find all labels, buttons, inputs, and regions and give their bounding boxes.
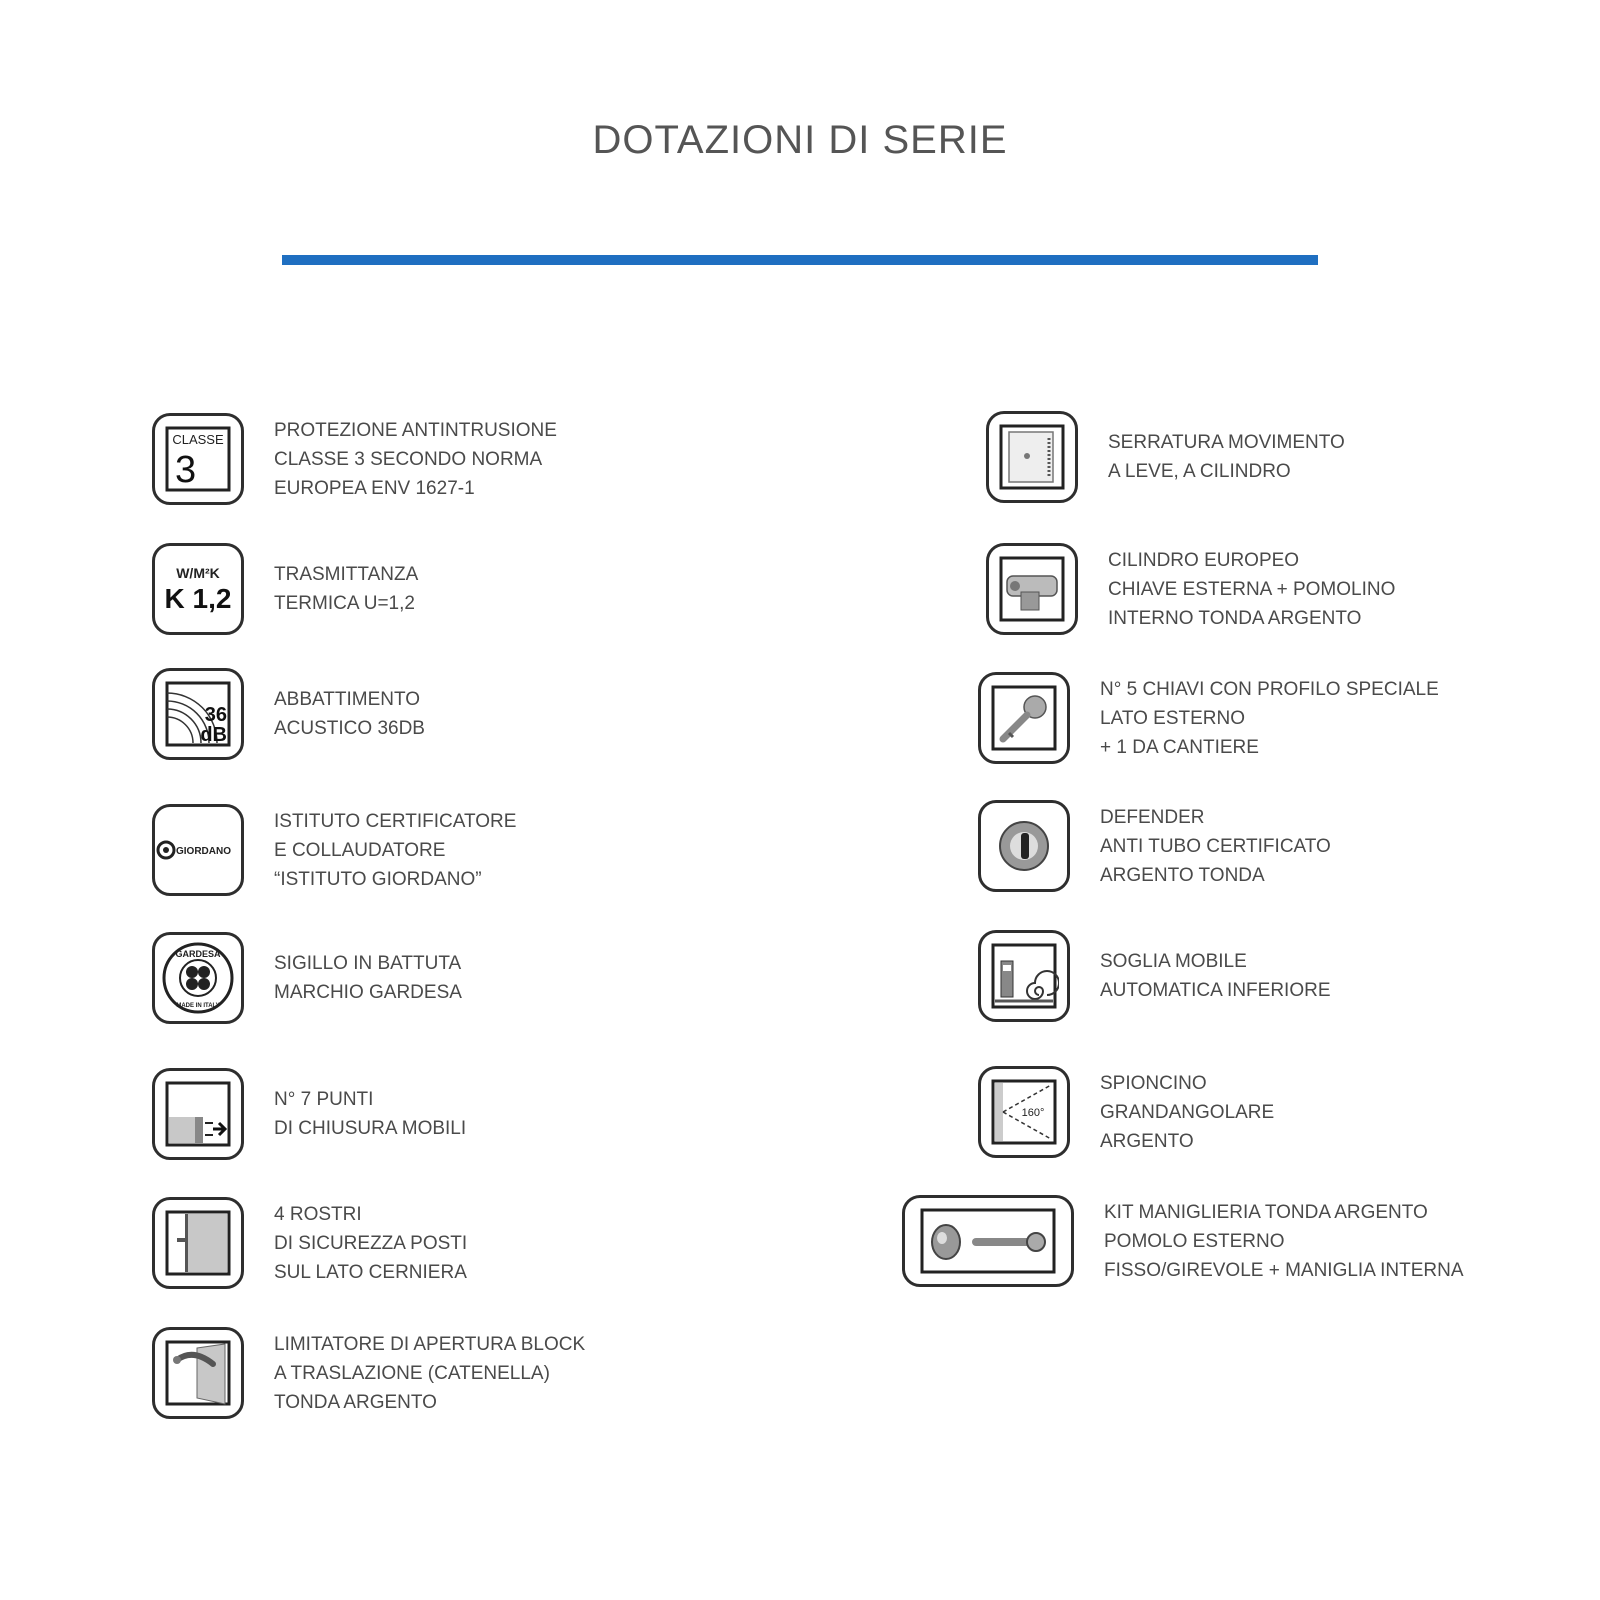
classe-label: CLASSE <box>172 432 224 447</box>
desc-line: “ISTITUTO GIORDANO” <box>274 868 482 890</box>
title-divider <box>282 255 1318 265</box>
desc-line: A TRASLAZIONE (CATENELLA) <box>274 1362 550 1384</box>
desc-line: SUL LATO CERNIERA <box>274 1261 467 1283</box>
desc-line: DI CHIUSURA MOBILI <box>274 1118 467 1139</box>
feature-description <box>274 1085 466 1143</box>
defender-icon <box>978 800 1070 892</box>
feature-gardesa <box>152 932 462 1024</box>
desc-line: DEFENDER <box>1100 806 1205 828</box>
feature-description <box>274 949 462 1007</box>
desc-line: INTERNO TONDA ARGENTO <box>1108 607 1362 629</box>
peephole-icon <box>978 1066 1070 1158</box>
european-cylinder-icon <box>986 543 1078 635</box>
feature-thermal <box>152 543 418 635</box>
feature-description <box>274 1200 467 1287</box>
desc-line: TERMICA U=1,2 <box>274 593 415 614</box>
desc-line: N° 5 CHIAVI CON PROFILO SPECIALE <box>1100 678 1439 700</box>
feature-description <box>1108 546 1395 633</box>
giordano-logo-icon <box>152 804 244 896</box>
desc-line: CHIAVE ESTERNA + POMOLINO <box>1108 578 1396 600</box>
desc-line: TONDA ARGENTO <box>274 1391 437 1413</box>
feature-defender <box>978 800 1331 892</box>
feature-classe-3 <box>152 413 557 505</box>
classe-3-icon <box>152 413 244 505</box>
classe-number: 3 <box>175 449 197 491</box>
handle-kit-icon <box>902 1195 1074 1287</box>
desc-line: ABBATTIMENTO <box>274 689 421 710</box>
desc-line: ARGENTO <box>1100 1130 1194 1152</box>
feature-door-limiter <box>152 1327 585 1419</box>
feature-description <box>274 685 425 743</box>
desc-line: KIT MANIGLIERIA TONDA ARGENTO <box>1104 1201 1428 1223</box>
desc-line: CLASSE 3 SECONDO NORMA <box>274 448 543 470</box>
feature-description <box>1100 947 1331 1005</box>
feature-keys <box>978 672 1439 764</box>
feature-peephole <box>978 1066 1274 1158</box>
gardesa-seal-icon <box>152 932 244 1024</box>
lever-lock-icon <box>986 411 1078 503</box>
feature-description <box>274 560 418 618</box>
key-icon <box>978 672 1070 764</box>
desc-line: GRANDANGOLARE <box>1100 1101 1275 1123</box>
desc-line: MARCHIO GARDESA <box>274 982 462 1003</box>
desc-line: FISSO/GIREVOLE + MANIGLIA INTERNA <box>1104 1259 1464 1281</box>
giordano-text: GIORDANO <box>176 846 231 857</box>
desc-line: SPIONCINO <box>1100 1072 1207 1094</box>
desc-line: N° 7 PUNTI <box>274 1089 374 1110</box>
hinge-side-bolts-icon <box>152 1197 244 1289</box>
desc-line: DI SICUREZZA POSTI <box>274 1232 468 1254</box>
thermal-transmittance-icon <box>152 543 244 635</box>
made-in-italy-text: MADE IN ITALY <box>176 1003 220 1009</box>
desc-line: SOGLIA MOBILE <box>1100 951 1247 972</box>
feature-description <box>1108 428 1345 486</box>
door-limiter-icon <box>152 1327 244 1419</box>
desc-line: 4 ROSTRI <box>274 1203 362 1225</box>
feature-lever-lock <box>986 411 1345 503</box>
feature-description <box>1100 675 1439 762</box>
feature-hinge-bolts <box>152 1197 467 1289</box>
feature-description <box>274 1330 585 1417</box>
desc-line: POMOLO ESTERNO <box>1104 1230 1285 1252</box>
feature-threshold <box>978 930 1331 1022</box>
desc-line: SERRATURA MOVIMENTO <box>1108 432 1345 453</box>
feature-cylinder <box>986 543 1395 635</box>
feature-description <box>1100 803 1331 890</box>
desc-line: ARGENTO TONDA <box>1100 864 1265 886</box>
k-value: K 1,2 <box>164 583 232 614</box>
desc-line: A LEVE, A CILINDRO <box>1108 461 1291 482</box>
desc-line: LATO ESTERNO <box>1100 707 1245 729</box>
desc-line: SIGILLO IN BATTUTA <box>274 953 462 974</box>
automatic-threshold-icon <box>978 930 1070 1022</box>
feature-description <box>1100 1069 1274 1156</box>
gardesa-text: GARDESA <box>175 949 221 959</box>
feature-description <box>1104 1198 1464 1285</box>
desc-line: + 1 DA CANTIERE <box>1100 736 1259 758</box>
desc-line: ACUSTICO 36DB <box>274 718 425 739</box>
desc-line: TRASMITTANZA <box>274 564 419 585</box>
feature-description <box>274 807 516 894</box>
page-title: DOTAZIONI DI SERIE <box>592 118 1008 162</box>
feature-locking-points <box>152 1068 466 1160</box>
desc-line: EUROPEA ENV 1627-1 <box>274 477 475 499</box>
feature-acoustic <box>152 668 425 760</box>
unit-label: W/M²K <box>176 565 220 581</box>
acoustic-36db-icon <box>152 668 244 760</box>
desc-line: E COLLAUDATORE <box>274 839 446 861</box>
desc-line: ANTI TUBO CERTIFICATO <box>1100 835 1331 857</box>
feature-handle-kit <box>902 1195 1464 1287</box>
desc-line: ISTITUTO CERTIFICATORE <box>274 810 517 832</box>
db-unit: dB <box>200 724 227 746</box>
desc-line: AUTOMATICA INFERIORE <box>1100 980 1331 1001</box>
desc-line: CILINDRO EUROPEO <box>1108 549 1300 571</box>
desc-line: LIMITATORE DI APERTURA BLOCK <box>274 1333 586 1355</box>
feature-description <box>274 416 557 503</box>
feature-giordano <box>152 804 516 896</box>
angle-label: 160° <box>1021 1107 1045 1119</box>
desc-line: PROTEZIONE ANTINTRUSIONE <box>274 419 557 441</box>
locking-points-icon <box>152 1068 244 1160</box>
db-number: 36 <box>204 704 227 726</box>
